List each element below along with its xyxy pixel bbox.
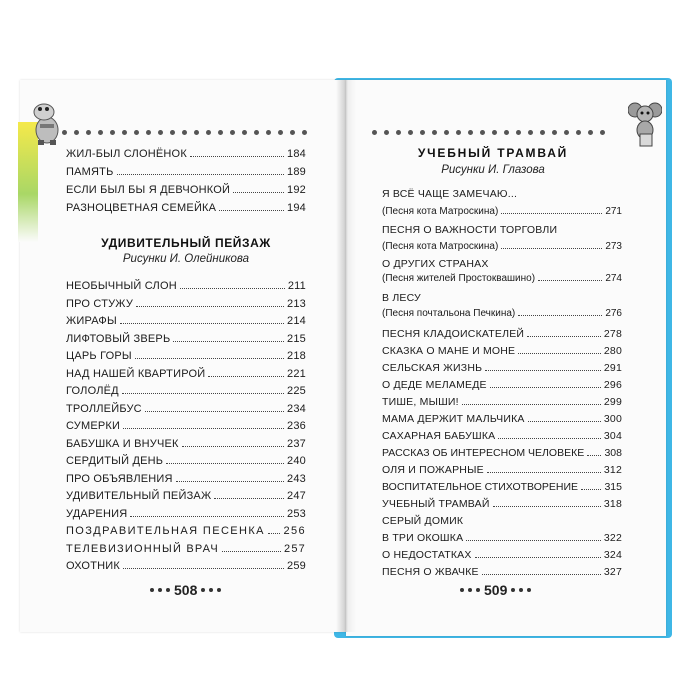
dot-leader [122, 392, 284, 394]
toc-entry-subtitle [382, 273, 622, 284]
dot-leader [166, 462, 284, 464]
dot-leader [190, 155, 284, 157]
dot-leader [493, 505, 601, 507]
toc-entry-title: ЕСЛИ БЫЛ БЫ Я ДЕВЧОНКОЙ [66, 184, 231, 196]
dot-leader [176, 480, 284, 482]
toc-entry[interactable] [382, 447, 622, 459]
dot-leader [219, 209, 284, 211]
toc-entry-title: БАБУШКА И ВНУЧЕК [66, 437, 179, 450]
toc-entry-title: О НЕДОСТАТКАХ [382, 549, 472, 561]
toc-entry-title: ТЕЛЕВИЗИОННЫЙ ВРАЧ [66, 542, 219, 555]
toc-entry-title: О ДЕДЕ МЕЛАМЕДЕ [382, 379, 487, 391]
dot-leader [527, 335, 601, 337]
toc-entry-page: 240 [287, 455, 306, 467]
toc-entry[interactable] [382, 188, 622, 200]
toc-entry-title: Я ВСЁ ЧАЩЕ ЗАМЕЧАЮ... [382, 188, 518, 200]
cheburashka-icon [628, 98, 662, 148]
toc-entry[interactable] [382, 413, 622, 425]
dot-leader [501, 212, 602, 214]
toc-entry-page: 315 [604, 481, 622, 493]
toc-entry-page: 243 [287, 472, 306, 485]
dot-leader [518, 314, 602, 316]
toc-entry-subtitle-text: (Песня почтальона Печкина) [382, 308, 516, 319]
toc-entry-page: 189 [287, 166, 306, 178]
toc-entry-title: НАД НАШЕЙ КВАРТИРОЙ [66, 367, 206, 380]
toc-entry[interactable] [66, 490, 306, 502]
toc-entry-page: 214 [287, 315, 306, 327]
dot-leader [462, 403, 601, 405]
toc-entry-page: 312 [603, 464, 622, 476]
dot-leader [123, 427, 284, 429]
section-title: УЧЕБНЫЙ ТРАМВАЙ [417, 146, 569, 160]
toc-entry-page: 278 [603, 328, 622, 340]
toc-entry-page: 300 [603, 413, 622, 425]
toc-entry-page: 271 [605, 206, 622, 217]
dot-leader [130, 515, 284, 517]
toc-entry-title: ПАМЯТЬ [66, 166, 114, 178]
toc-entry[interactable] [382, 379, 622, 391]
toc-entry-subtitle [382, 206, 622, 217]
toc-entry-title: ЛИФТОВЫЙ ЗВЕРЬ [66, 332, 171, 345]
toc-entry-page: 256 [283, 525, 306, 537]
dot-leader [208, 375, 284, 377]
toc-entry[interactable] [66, 148, 306, 160]
dot-leader [136, 305, 284, 307]
toc-entry[interactable] [382, 328, 622, 340]
toc-entry-title: ЖИЛ-БЫЛ СЛОНЁНОК [66, 148, 187, 160]
toc-entry[interactable] [382, 464, 622, 476]
toc-entry[interactable] [66, 560, 306, 572]
dot-leader [466, 539, 601, 541]
toc-entry-title: ВОСПИТАТЕЛЬНОЕ СТИХОТВОРЕНИЕ [382, 481, 579, 493]
toc-entry-title: ЦАРЬ ГОРЫ [66, 350, 132, 362]
toc-entry-page: 308 [604, 447, 622, 459]
toc-entry-page: 276 [605, 308, 622, 319]
toc-entry[interactable] [66, 315, 306, 327]
section-credit: Рисунки И. Глазова [441, 164, 545, 176]
toc-entry[interactable] [382, 566, 622, 578]
toc-entry-subtitle-text: В ТРИ ОКОШКА [382, 532, 464, 544]
toc-entry-page: 253 [287, 507, 306, 520]
toc-entry-title: СЕРДИТЫЙ ДЕНЬ [66, 455, 164, 467]
toc-entry-title: СЕЛЬСКАЯ ЖИЗНЬ [382, 362, 483, 374]
toc-entry[interactable] [66, 166, 306, 178]
toc-entry-page: 299 [603, 396, 622, 408]
toc-entry-page: 236 [287, 420, 306, 432]
dot-leader [475, 556, 601, 558]
toc-entry-title: УЧЕБНЫЙ ТРАМВАЙ [382, 498, 490, 510]
dot-leader [135, 357, 284, 359]
toc-entry[interactable] [66, 385, 306, 397]
right-dotted-rule [372, 128, 605, 136]
toc-entry[interactable] [382, 258, 622, 270]
toc-entry-page: 273 [605, 241, 622, 252]
toc-entry-page: 296 [603, 379, 622, 391]
toc-entry-page: 234 [287, 402, 306, 415]
dot-leader [214, 497, 284, 499]
toc-entry-page: 218 [287, 350, 306, 362]
toc-entry-page: 221 [287, 367, 306, 380]
dot-leader [180, 287, 285, 289]
toc-entry[interactable] [66, 508, 306, 520]
toc-entry-page: 324 [603, 549, 622, 561]
toc-entry-title: ПРО ОБЪЯВЛЕНИЯ [66, 472, 173, 485]
dot-leader [587, 454, 601, 456]
toc-entry[interactable] [66, 543, 306, 555]
dot-leader [182, 445, 284, 447]
toc-entry-title: УДИВИТЕЛЬНЫЙ ПЕЙЗАЖ [66, 490, 212, 502]
toc-entry-title: ТИШЕ, МЫШИ! [382, 396, 459, 408]
toc-entry-page: 274 [605, 273, 622, 284]
toc-entry-title: УДАРЕНИЯ [66, 507, 128, 520]
dot-leader [528, 420, 601, 422]
toc-entry-page: 291 [603, 362, 622, 374]
dot-leader [233, 191, 284, 193]
left-dotted-rule [62, 128, 307, 136]
toc-entry-title: ПЕСНЯ О ВАЖНОСТИ ТОРГОВЛИ [382, 224, 558, 236]
toc-entry-title: РАЗНОЦВЕТНАЯ СЕМЕЙКА [66, 202, 217, 214]
toc-entry-page: 237 [287, 437, 306, 450]
toc-entry-page: 280 [603, 345, 622, 357]
toc-entry-subtitle-text: (Песня жителей Простоквашино) [382, 273, 536, 284]
toc-entry-title: ПОЗДРАВИТЕЛЬНАЯ ПЕСЕНКА [66, 525, 265, 537]
dot-leader [123, 567, 284, 569]
toc-entry[interactable] [382, 549, 622, 561]
toc-entry-page: 215 [287, 332, 306, 345]
toc-entry-title: ОХОТНИК [66, 560, 120, 572]
dot-leader [501, 247, 602, 249]
dot-leader [120, 322, 284, 324]
toc-entry[interactable] [382, 430, 622, 442]
page-number-text: 509 [484, 582, 508, 598]
dot-leader [490, 386, 601, 388]
toc-entry-title: В ЛЕСУ [382, 292, 421, 304]
dot-leader [117, 173, 285, 175]
toc-entry[interactable] [66, 403, 306, 415]
dot-leader [538, 279, 602, 281]
toc-entry-title: НЕОБЫЧНЫЙ СЛОН [66, 280, 177, 292]
toc-entry[interactable] [66, 202, 306, 214]
section-title: УДИВИТЕЛЬНЫЙ ПЕЙЗАЖ [101, 236, 271, 250]
toc-entry[interactable] [382, 396, 622, 408]
page-number-text: 508 [174, 582, 198, 598]
toc-entry[interactable] [66, 525, 306, 537]
dot-leader [518, 352, 601, 354]
toc-entry-subtitle-text: (Песня кота Матроскина) [382, 241, 499, 252]
dot-leader [498, 437, 600, 439]
toc-entry-title: ЖИРАФЫ [66, 315, 117, 327]
toc-entry[interactable] [382, 481, 622, 493]
book-gutter [336, 80, 356, 632]
toc-entry-subtitle [382, 241, 622, 252]
page-number [150, 582, 221, 598]
toc-entry-title: ГОЛОЛЁД [66, 385, 119, 397]
toc-entry[interactable] [66, 280, 306, 292]
dot-leader [268, 532, 281, 534]
toc-entry[interactable] [66, 350, 306, 362]
toc-entry-title: РАССКАЗ ОБ ИНТЕРЕСНОМ ЧЕЛОВЕКЕ [382, 447, 585, 459]
toc-entry-title: ПЕСНЯ О ЖВАЧКЕ [382, 566, 479, 578]
toc-entry-page: 257 [284, 542, 306, 555]
toc-entry[interactable] [382, 224, 622, 236]
toc-entry[interactable] [66, 368, 306, 380]
toc-entry-title: ОЛЯ И ПОЖАРНЫЕ [382, 464, 484, 476]
toc-entry-page: 192 [287, 184, 306, 196]
toc-entry-page: 318 [603, 498, 622, 510]
toc-entry-title: СКАЗКА О МАНЕ И МОНЕ [382, 345, 516, 357]
toc-entry[interactable] [66, 298, 306, 310]
toc-entry[interactable] [66, 455, 306, 467]
toc-entry-page: 225 [287, 385, 306, 397]
toc-entry-title: ТРОЛЛЕЙБУС [66, 402, 142, 415]
toc-entry-title: СУМЕРКИ [66, 420, 121, 432]
toc-entry-page: 259 [287, 560, 306, 572]
toc-entry-page: 194 [287, 202, 306, 214]
toc-entry-title: СЕРЫЙ ДОМИК [382, 515, 464, 527]
toc-entry-page: 322 [603, 532, 622, 544]
toc-entry-title: ПЕСНЯ КЛАДОИСКАТЕЛЕЙ [382, 328, 525, 340]
dot-leader [487, 471, 601, 473]
toc-entry[interactable] [382, 515, 622, 527]
toc-entry[interactable] [66, 473, 306, 485]
toc-entry-subtitle [382, 308, 622, 319]
dot-leader [485, 369, 601, 371]
toc-entry-title: САХАРНАЯ БАБУШКА [382, 430, 496, 442]
toc-entry-page: 184 [287, 148, 306, 160]
dot-leader [482, 573, 601, 575]
page-number [460, 582, 531, 598]
toc-entry-subtitle-text: (Песня кота Матроскина) [382, 206, 499, 217]
toc-entry[interactable] [382, 345, 622, 357]
toc-entry-title: О ДРУГИХ СТРАНАХ [382, 258, 489, 270]
toc-entry[interactable] [66, 333, 306, 345]
toc-entry[interactable] [382, 292, 622, 304]
toc-entry[interactable] [66, 420, 306, 432]
toc-entry[interactable] [66, 184, 306, 196]
toc-entry-title: ПРО СТУЖУ [66, 297, 134, 310]
dot-leader [581, 488, 601, 490]
dot-leader [145, 410, 284, 412]
toc-entry[interactable] [66, 438, 306, 450]
crocodile-gena-icon [30, 100, 64, 146]
dot-leader [173, 340, 284, 342]
toc-entry-page: 247 [287, 490, 306, 502]
toc-entry-page: 304 [603, 430, 622, 442]
toc-entry-title: МАМА ДЕРЖИТ МАЛЬЧИКА [382, 413, 525, 425]
section-credit: Рисунки И. Олейникова [122, 253, 250, 265]
toc-entry[interactable] [382, 498, 622, 510]
toc-entry[interactable] [382, 362, 622, 374]
toc-entry-page: 327 [603, 566, 622, 578]
toc-entry-page: 213 [287, 297, 306, 310]
toc-entry-continuation [382, 532, 622, 544]
dot-leader [222, 550, 281, 552]
toc-entry-page: 211 [287, 280, 306, 292]
